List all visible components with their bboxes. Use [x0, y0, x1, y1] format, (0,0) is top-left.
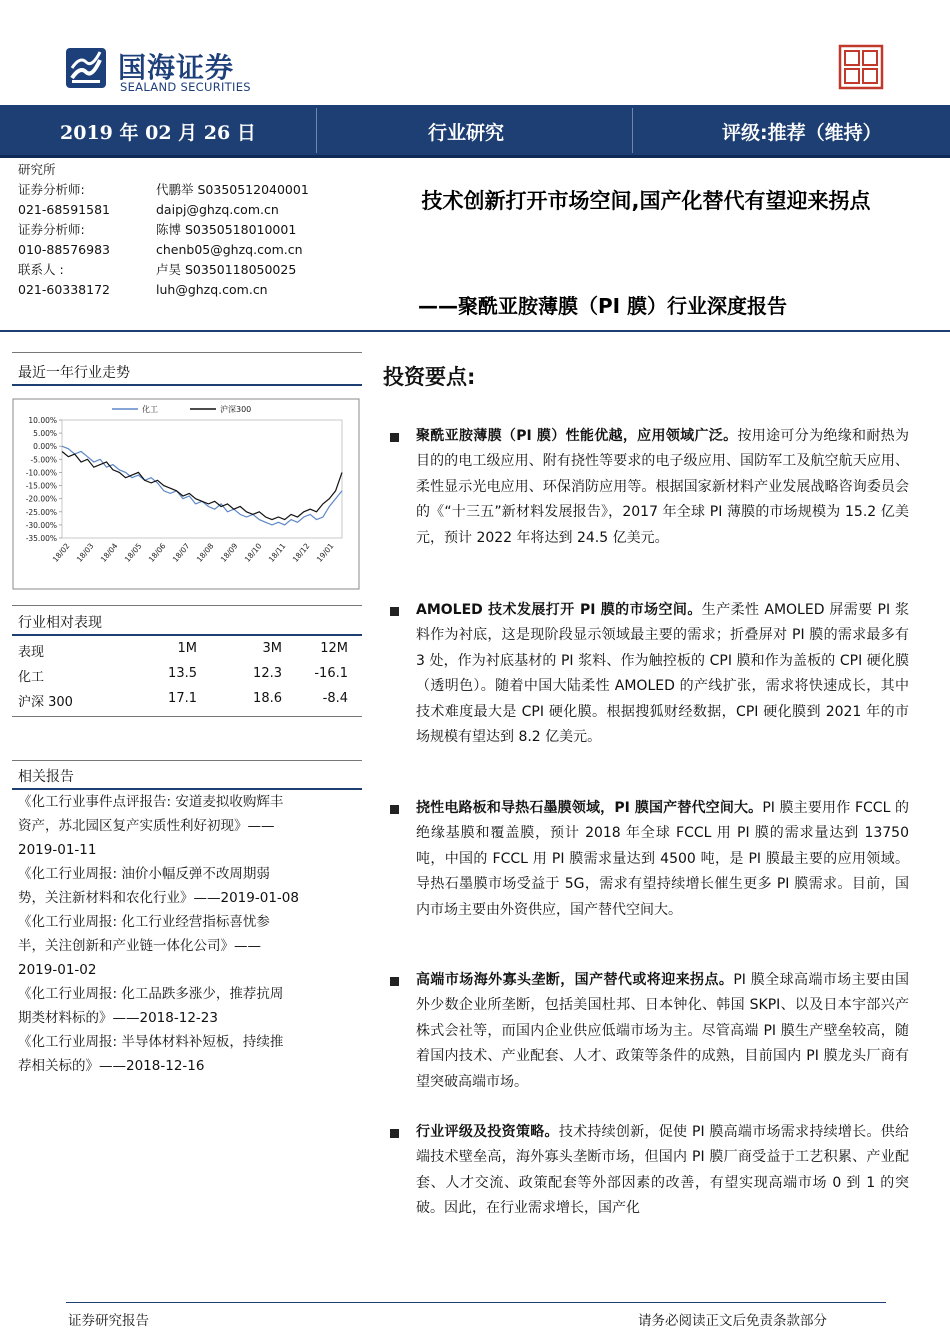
performance-table [12, 638, 362, 713]
table-cell: 17.1 [168, 691, 197, 706]
legend-label: 沪深300 [220, 405, 252, 414]
section-rule [12, 716, 362, 717]
table-cell: 12.3 [253, 666, 282, 681]
performance-heading: 行业相对表现 [18, 615, 102, 631]
banner-divider [316, 108, 317, 153]
analyst-value: luh@ghzq.com.cn [156, 282, 268, 297]
y-tick-label: -35.00% [25, 534, 57, 543]
analyst-value: daipj@ghzq.com.cn [156, 202, 279, 217]
brand-name: 国海证券 [118, 51, 235, 84]
section-rule [12, 634, 362, 636]
analyst-value: chenb05@ghzq.com.cn [156, 242, 303, 257]
y-tick-label: -15.00% [25, 481, 57, 491]
point-lead: 高端市场海外寡头垄断，国产替代或将迎来拐点。 [416, 972, 734, 988]
brand-name-en: SEALAND SECURITIES [120, 80, 251, 94]
x-tick-label: 18/10 [242, 541, 264, 564]
section-rule [12, 384, 362, 386]
related-heading: 相关报告 [18, 769, 74, 785]
x-tick-label: 18/04 [98, 541, 120, 564]
report-date: 2019 年 02 月 26 日 [60, 122, 256, 144]
x-tick-label: 18/11 [266, 541, 288, 564]
y-tick-label: 0.00% [33, 442, 57, 452]
point-body: 生产柔性 AMOLED 屏需要 PI 浆料作为衬底，这是现阶段显示领域最主要的需求；折叠屏对 PI 膜的需求最多有 3 处，作为衬底基材的 PI 浆料、作为触控板的 CPI 膜和作为盖板的 CPI 硬化膜（透明色）。随着中国大陆柔性 AMOLED 的产线扩张，需求将快速成长，其中技术难度最大是 CPI 硬化膜。根据搜狐财经数据，CPI 硬化膜到 2021 年的市场规模有望达到 8.2 亿美元。 [416, 602, 909, 746]
related-report-line: 《化工行业事件点评报告: 安道麦拟收购辉丰 [18, 794, 284, 810]
industry-rating: 评级:推荐（维持） [722, 122, 882, 144]
bullet-icon [390, 1129, 399, 1138]
y-tick-label: -10.00% [25, 468, 57, 478]
investment-points-heading: 投资要点: [383, 365, 476, 389]
point-body: 技术持续创新，促使 PI 膜高端市场需求持续增长。供给端技术壁垒高，海外寡头垄断市场，但国内 PI 膜厂商受益于工艺积累、产业配套、人才交流、政策配套等外部因素的改善，有望实现高端市场 0 到 1 的突破。因此，在行业需求增长，国产化 [416, 1124, 909, 1217]
table-cell: 1M [177, 641, 197, 656]
point-lead: 挠性电路板和导热石墨膜领域，PI 膜国产替代空间大。 [416, 800, 763, 816]
y-tick-label: -20.00% [25, 494, 57, 504]
related-report-line: 《化工行业周报: 油价小幅反弹不改周期弱 [18, 866, 270, 882]
report-type: 行业研究 [428, 122, 505, 144]
investment-point [416, 424, 909, 551]
footer-rule [66, 1302, 886, 1303]
point-body: PI 膜全球高端市场主要由国外少数企业所垄断，包括美国杜邦、日本钟化、韩国 SKPI、以及日本宇部兴产株式会社等，而国内企业供应低端市场为主。尽管高端 PI 膜生产壁垒较高，随着国内技术、产业配套、人才、政策等条件的成熟，目前国内 PI 膜龙头厂商有望突破高端市场。 [416, 972, 909, 1090]
point-lead: 聚酰亚胺薄膜（PI 膜）性能优越，应用领域广泛。 [416, 428, 738, 444]
x-tick-label: 18/06 [146, 541, 168, 564]
related-reports [18, 790, 362, 1078]
related-report-line: 期类材料标的》——2018-12-23 [18, 1010, 218, 1026]
table-cell: 化工 [18, 670, 45, 685]
related-report-line: 半，关注创新和产业链一体化公司》—— [18, 938, 261, 954]
analyst-label: 010-88576983 [18, 242, 110, 257]
related-report-line: 资产，苏北园区复产实质性利好初现》—— [18, 818, 275, 834]
x-tick-label: 18/05 [122, 541, 144, 564]
analyst-label: 证券分析师: [18, 222, 85, 237]
related-report-line: 2019-01-11 [18, 842, 97, 858]
table-cell: 表现 [18, 645, 45, 660]
sealand-logo-icon [66, 48, 106, 88]
related-report-line: 《化工行业周报: 化工行业经营指标喜忧参 [18, 914, 270, 930]
x-tick-label: 18/12 [290, 541, 312, 564]
investment-point [416, 796, 909, 923]
analyst-value: 卢昊 S0350118050025 [156, 262, 297, 277]
table-row [12, 638, 362, 663]
point-lead: 行业评级及投资策略。 [416, 1124, 559, 1140]
table-row [12, 663, 362, 688]
analyst-value: 陈博 S0350518010001 [156, 222, 297, 237]
bullet-icon [390, 805, 399, 814]
table-cell: 12M [320, 641, 348, 656]
investment-point [416, 1120, 909, 1222]
bullet-icon [390, 607, 399, 616]
footer-label: 证券研究报告 [68, 1313, 149, 1329]
related-report-line: 《化工行业周报: 化工品跌多涨少，推荐抗周 [18, 986, 284, 1002]
section-rule [12, 605, 362, 606]
bullet-icon [390, 433, 399, 442]
table-cell: -16.1 [314, 666, 348, 681]
report-subtitle: ——聚酰亚胺薄膜（PI 膜）行业深度报告 [418, 294, 788, 318]
point-lead: AMOLED 技术发展打开 PI 膜的市场空间。 [416, 602, 702, 618]
x-tick-label: 18/02 [50, 541, 72, 564]
y-tick-label: -5.00% [30, 455, 57, 465]
related-report-line: 2019-01-02 [18, 962, 97, 978]
point-body: PI 膜主要用作 FCCL 的绝缘基膜和覆盖膜，预计 2018 年全球 FCCL 用 PI 膜的需求量达到 13750 吨，中国的 FCCL 用 PI 膜需求量达到 4500 吨，是 PI 膜最主要的应用领域。导热石墨膜市场受益于 5G，需求有望持续增长催生更多 PI 膜需求。目前，国内市场主要由外资供应，国产替代空间大。 [416, 800, 910, 918]
x-tick-label: 18/07 [170, 541, 192, 564]
banner-divider [632, 108, 633, 153]
y-tick-label: -30.00% [25, 520, 57, 530]
analyst-label: 021-68591581 [18, 202, 110, 217]
legend-label: 化工 [142, 405, 158, 414]
table-cell: 沪深 300 [18, 695, 73, 710]
industry-trend-chart [12, 398, 360, 590]
table-cell: 13.5 [168, 666, 197, 681]
analyst-label: 证券分析师: [18, 182, 85, 197]
related-report-line: 荐相关标的》——2018-12-16 [18, 1058, 205, 1074]
research-seal-icon [838, 44, 884, 90]
x-tick-label: 18/03 [74, 541, 96, 564]
analyst-label: 021-60338172 [18, 282, 110, 297]
point-body: 按用途可分为绝缘和耐热为目的的电工级应用、附有挠性等要求的电子级应用、国防军工及航空航天应用、柔性显示光电应用、环保消防应用等。根据国家新材料产业发展战略咨询委员会的《“十三五”新材料发展报告》，2017 年全球 PI 薄膜的市场规模为 15.2 亿美元，预计 2022 年将达到 24.5 亿美元。 [416, 428, 910, 546]
section-rule [12, 352, 362, 353]
trend-heading: 最近一年行业走势 [18, 365, 130, 381]
related-report-line: 势，关注新材料和农化行业》——2019-01-08 [18, 890, 299, 906]
section-rule [12, 760, 362, 761]
footer-disclaimer: 请务必阅读正文后免责条款部分 [638, 1313, 827, 1329]
analyst-label: 研究所 [18, 162, 56, 177]
investment-point [416, 598, 909, 750]
x-tick-label: 18/08 [194, 541, 216, 564]
series-line [62, 446, 342, 525]
series-line [62, 452, 342, 520]
table-cell: 18.6 [253, 691, 282, 706]
x-tick-label: 18/09 [218, 541, 240, 564]
bullet-icon [390, 977, 399, 986]
investment-point [416, 968, 909, 1095]
analyst-label: 联系人 : [18, 262, 64, 277]
x-tick-label: 19/01 [314, 541, 336, 564]
chart-frame [13, 399, 359, 589]
table-cell: -8.4 [322, 691, 348, 706]
report-title: 技术创新打开市场空间,国产化替代有望迎来拐点 [421, 189, 871, 213]
table-row [12, 688, 362, 713]
title-divider [0, 330, 950, 332]
y-tick-label: -25.00% [25, 507, 57, 517]
header-banner-underline [0, 155, 950, 158]
y-tick-label: 5.00% [33, 429, 57, 439]
related-report-line: 《化工行业周报: 半导体材料补短板，持续推 [18, 1034, 284, 1050]
y-tick-label: 10.00% [28, 416, 57, 425]
analyst-value: 代鹏举 S0350512040001 [156, 182, 309, 197]
table-cell: 3M [262, 641, 282, 656]
